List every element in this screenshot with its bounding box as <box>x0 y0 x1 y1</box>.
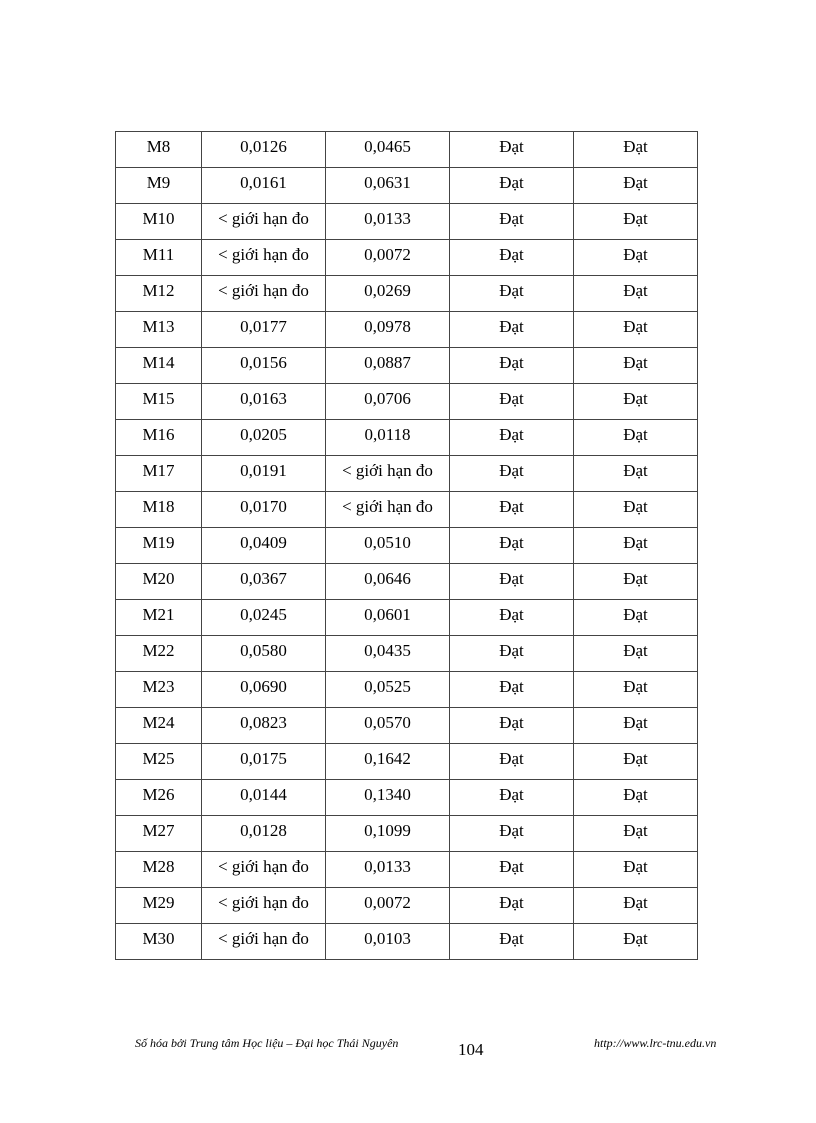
result-2-cell: Đạt <box>574 924 698 960</box>
table-row <box>116 816 698 852</box>
sample-id-cell: M21 <box>116 600 202 636</box>
value-2-cell: 0,0072 <box>326 888 450 924</box>
results-table-body <box>116 132 698 960</box>
value-1-cell: 0,0690 <box>202 672 326 708</box>
sample-id-cell: M18 <box>116 492 202 528</box>
table-row <box>116 672 698 708</box>
table-row <box>116 636 698 672</box>
sample-id-cell: M20 <box>116 564 202 600</box>
value-2-cell: 0,0435 <box>326 636 450 672</box>
result-2-cell: Đạt <box>574 132 698 168</box>
value-1-cell: < giới hạn đo <box>202 924 326 960</box>
result-1-cell: Đạt <box>450 384 574 420</box>
results-table <box>115 131 698 960</box>
value-1-cell: < giới hạn đo <box>202 276 326 312</box>
value-1-cell: 0,0367 <box>202 564 326 600</box>
value-1-cell: 0,0156 <box>202 348 326 384</box>
footer-source: Số hóa bởi Trung tâm Học liệu – Đại học Thái Nguyên <box>135 1036 399 1050</box>
footer-url[interactable]: http://www.lrc-tnu.edu.vn <box>594 1036 717 1050</box>
value-2-cell: 0,0706 <box>326 384 450 420</box>
value-2-cell: < giới hạn đo <box>326 456 450 492</box>
sample-id-cell: M22 <box>116 636 202 672</box>
value-1-cell: < giới hạn đo <box>202 888 326 924</box>
table-row <box>116 132 698 168</box>
result-1-cell: Đạt <box>450 312 574 348</box>
table-row <box>116 744 698 780</box>
result-2-cell: Đạt <box>574 456 698 492</box>
value-2-cell: 0,0103 <box>326 924 450 960</box>
table-row <box>116 924 698 960</box>
result-2-cell: Đạt <box>574 492 698 528</box>
result-1-cell: Đạt <box>450 744 574 780</box>
result-1-cell: Đạt <box>450 492 574 528</box>
table-row <box>116 852 698 888</box>
value-1-cell: 0,0128 <box>202 816 326 852</box>
result-2-cell: Đạt <box>574 564 698 600</box>
sample-id-cell: M14 <box>116 348 202 384</box>
sample-id-cell: M19 <box>116 528 202 564</box>
table-row <box>116 456 698 492</box>
result-2-cell: Đạt <box>574 204 698 240</box>
value-1-cell: 0,0205 <box>202 420 326 456</box>
result-1-cell: Đạt <box>450 240 574 276</box>
result-2-cell: Đạt <box>574 348 698 384</box>
result-1-cell: Đạt <box>450 528 574 564</box>
value-2-cell: 0,0510 <box>326 528 450 564</box>
result-2-cell: Đạt <box>574 636 698 672</box>
result-2-cell: Đạt <box>574 852 698 888</box>
value-1-cell: < giới hạn đo <box>202 204 326 240</box>
sample-id-cell: M9 <box>116 168 202 204</box>
value-1-cell: 0,0409 <box>202 528 326 564</box>
value-2-cell: 0,0133 <box>326 852 450 888</box>
value-2-cell: 0,0269 <box>326 276 450 312</box>
value-1-cell: < giới hạn đo <box>202 852 326 888</box>
result-1-cell: Đạt <box>450 564 574 600</box>
result-2-cell: Đạt <box>574 312 698 348</box>
value-1-cell: 0,0144 <box>202 780 326 816</box>
value-1-cell: 0,0177 <box>202 312 326 348</box>
sample-id-cell: M17 <box>116 456 202 492</box>
value-2-cell: < giới hạn đo <box>326 492 450 528</box>
result-1-cell: Đạt <box>450 924 574 960</box>
result-1-cell: Đạt <box>450 456 574 492</box>
table-row <box>116 276 698 312</box>
table-row <box>116 240 698 276</box>
result-2-cell: Đạt <box>574 420 698 456</box>
result-2-cell: Đạt <box>574 672 698 708</box>
result-2-cell: Đạt <box>574 168 698 204</box>
sample-id-cell: M11 <box>116 240 202 276</box>
value-2-cell: 0,0118 <box>326 420 450 456</box>
value-2-cell: 0,0465 <box>326 132 450 168</box>
value-2-cell: 0,0646 <box>326 564 450 600</box>
sample-id-cell: M24 <box>116 708 202 744</box>
result-2-cell: Đạt <box>574 708 698 744</box>
value-2-cell: 0,0601 <box>326 600 450 636</box>
value-1-cell: 0,0161 <box>202 168 326 204</box>
value-1-cell: 0,0580 <box>202 636 326 672</box>
value-2-cell: 0,0133 <box>326 204 450 240</box>
table-row <box>116 528 698 564</box>
value-1-cell: 0,0191 <box>202 456 326 492</box>
value-2-cell: 0,0072 <box>326 240 450 276</box>
table-row <box>116 312 698 348</box>
result-2-cell: Đạt <box>574 816 698 852</box>
result-1-cell: Đạt <box>450 420 574 456</box>
result-2-cell: Đạt <box>574 744 698 780</box>
sample-id-cell: M29 <box>116 888 202 924</box>
value-2-cell: 0,0570 <box>326 708 450 744</box>
table-row <box>116 168 698 204</box>
table-row <box>116 384 698 420</box>
result-2-cell: Đạt <box>574 384 698 420</box>
result-2-cell: Đạt <box>574 600 698 636</box>
sample-id-cell: M13 <box>116 312 202 348</box>
result-1-cell: Đạt <box>450 204 574 240</box>
sample-id-cell: M25 <box>116 744 202 780</box>
value-1-cell: 0,0170 <box>202 492 326 528</box>
sample-id-cell: M10 <box>116 204 202 240</box>
value-2-cell: 0,1340 <box>326 780 450 816</box>
table-row <box>116 600 698 636</box>
table-row <box>116 492 698 528</box>
sample-id-cell: M27 <box>116 816 202 852</box>
result-1-cell: Đạt <box>450 816 574 852</box>
result-1-cell: Đạt <box>450 132 574 168</box>
result-2-cell: Đạt <box>574 240 698 276</box>
table-row <box>116 708 698 744</box>
value-2-cell: 0,0887 <box>326 348 450 384</box>
sample-id-cell: M23 <box>116 672 202 708</box>
value-2-cell: 0,0631 <box>326 168 450 204</box>
value-1-cell: 0,0175 <box>202 744 326 780</box>
table-row <box>116 564 698 600</box>
result-2-cell: Đạt <box>574 276 698 312</box>
sample-id-cell: M8 <box>116 132 202 168</box>
result-1-cell: Đạt <box>450 888 574 924</box>
result-1-cell: Đạt <box>450 348 574 384</box>
value-1-cell: 0,0245 <box>202 600 326 636</box>
sample-id-cell: M15 <box>116 384 202 420</box>
result-1-cell: Đạt <box>450 600 574 636</box>
value-2-cell: 0,0525 <box>326 672 450 708</box>
result-2-cell: Đạt <box>574 528 698 564</box>
page-number: 104 <box>458 1040 484 1059</box>
sample-id-cell: M28 <box>116 852 202 888</box>
table-row <box>116 348 698 384</box>
result-1-cell: Đạt <box>450 708 574 744</box>
result-1-cell: Đạt <box>450 672 574 708</box>
result-1-cell: Đạt <box>450 636 574 672</box>
table-row <box>116 420 698 456</box>
value-2-cell: 0,1642 <box>326 744 450 780</box>
result-1-cell: Đạt <box>450 780 574 816</box>
result-1-cell: Đạt <box>450 276 574 312</box>
value-1-cell: < giới hạn đo <box>202 240 326 276</box>
table-row <box>116 888 698 924</box>
value-1-cell: 0,0823 <box>202 708 326 744</box>
sample-id-cell: M16 <box>116 420 202 456</box>
value-1-cell: 0,0163 <box>202 384 326 420</box>
value-2-cell: 0,1099 <box>326 816 450 852</box>
table-row <box>116 780 698 816</box>
table-row <box>116 204 698 240</box>
value-1-cell: 0,0126 <box>202 132 326 168</box>
result-1-cell: Đạt <box>450 852 574 888</box>
sample-id-cell: M26 <box>116 780 202 816</box>
result-2-cell: Đạt <box>574 888 698 924</box>
result-1-cell: Đạt <box>450 168 574 204</box>
sample-id-cell: M30 <box>116 924 202 960</box>
sample-id-cell: M12 <box>116 276 202 312</box>
result-2-cell: Đạt <box>574 780 698 816</box>
value-2-cell: 0,0978 <box>326 312 450 348</box>
